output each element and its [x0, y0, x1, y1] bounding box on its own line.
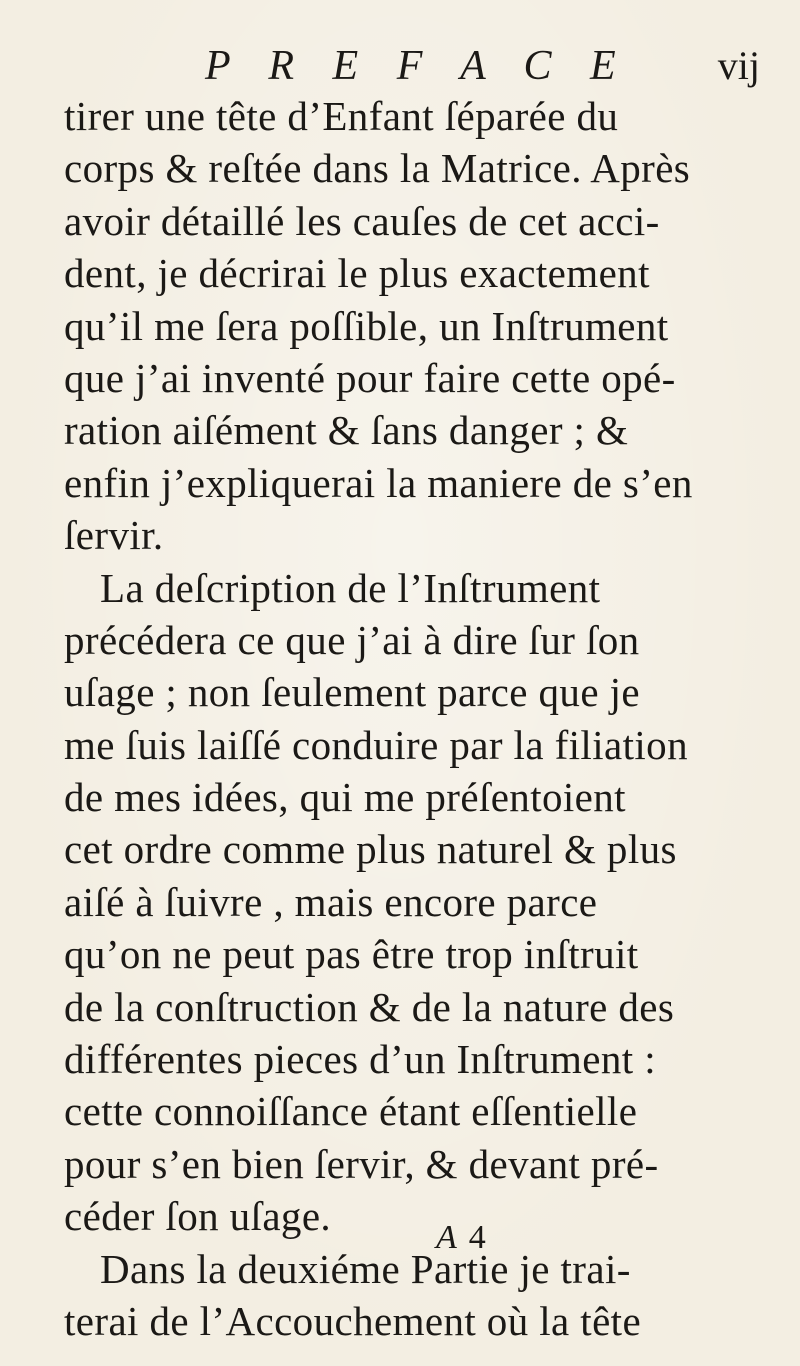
text-line: me ſuis laiſſé conduire par la filiation [64, 721, 688, 768]
running-title: P R E F A C E [205, 43, 630, 89]
text-line: ration aiſément & ſans danger ; & [64, 407, 629, 454]
text-line: qu’il me ſera poſſible, un Inſtrument [64, 302, 669, 349]
text-line: qu’on ne peut pas être trop inſtruit [64, 931, 639, 978]
paragraph-start-line: La deſcription de l’Inſtrument [100, 564, 601, 611]
text-line: céder ſon uſage. [64, 1193, 332, 1240]
text-line: corps & reſtée dans la Matrice. Après [64, 145, 691, 192]
text-line: tirer une tête d’Enfant ſéparée du [64, 93, 619, 139]
text-line: de mes idées, qui me préſentoient [64, 774, 626, 821]
body-text [64, 90, 764, 1347]
text-line: ſervir. [64, 512, 164, 559]
text-line: cette connoiſſance étant eſſentielle [64, 1088, 638, 1135]
text-line: cet ordre comme plus naturel & plus [64, 826, 677, 873]
text-line: enfin j’expliquerai la maniere de s’en [64, 459, 693, 506]
text-line: uſage ; non ſeulement parce que je [64, 669, 640, 716]
text-line: différentes pieces d’un Inſtrument : [64, 1036, 657, 1083]
text-line: de la conſtruction & de la nature des [64, 983, 675, 1030]
text-line: terai de l’Accouchement où la tête [64, 1297, 642, 1344]
text-line: précédera ce que j’ai à dire ſur ſon [64, 616, 640, 663]
signature-letter: A [436, 1219, 457, 1256]
running-head [205, 40, 760, 92]
page-number: vij [717, 43, 760, 88]
text-line: avoir détaillé les cauſes de cet acci- [64, 197, 660, 244]
text-line: que j’ai inventé pour faire cette opé- [64, 354, 676, 401]
signature-number: 4 [468, 1219, 486, 1256]
paragraph-start-line: Dans la deuxiéme Partie je trai- [100, 1245, 631, 1292]
text-line: aiſé à ſuivre , mais encore parce [64, 878, 598, 925]
text-line: pour s’en bien ſervir, & devant pré- [64, 1140, 659, 1187]
text-line: dent, je décrirai le plus exactement [64, 250, 650, 297]
signature-mark [436, 1218, 486, 1258]
